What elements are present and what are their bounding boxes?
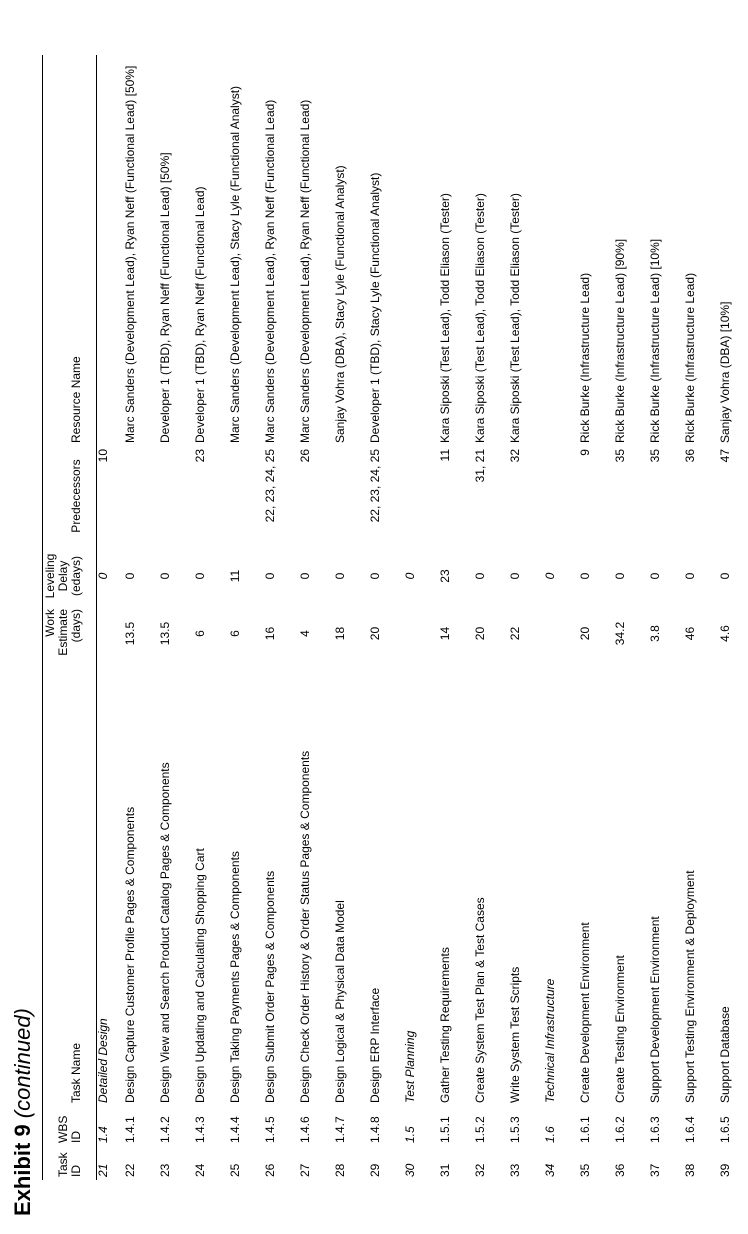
- leveling-delay-cell: 0: [613, 572, 627, 580]
- resource-name-cell: Marc Sanders (Development Lead), Stacy Lyle (Functional Analyst): [228, 85, 242, 443]
- leveling-delay-cell: 0: [683, 572, 697, 580]
- wbs-id-cell: 1.6: [543, 1126, 557, 1143]
- table-row: [369, 55, 404, 1180]
- resource-name-cell: [89, 55, 124, 446]
- task-id-cell: 21: [96, 1163, 110, 1177]
- task-id-cell: 31: [438, 1163, 452, 1177]
- work-estimate-cell: [544, 606, 579, 661]
- task-id-cell: 39: [718, 1163, 732, 1177]
- table-row: [684, 55, 719, 1180]
- task-id-cell: 28: [333, 1163, 347, 1177]
- work-estimate-cell: 6: [228, 630, 242, 637]
- resource-name-cell: Marc Sanders (Development Lead), Ryan Neff (Functional Lead): [263, 99, 277, 443]
- predecessors-cell: 26: [298, 449, 312, 463]
- col-header-leveling-delay: Leveling Delay (edays): [43, 553, 83, 599]
- resource-name-cell: Sanjay Vohra (DBA), Stacy Lyle (Functional Analyst): [333, 165, 347, 443]
- task-name-cell: Design Submit Order Pages & Components: [263, 870, 277, 1103]
- task-id-cell: 36: [613, 1163, 627, 1177]
- work-estimate-cell: 16: [263, 626, 277, 641]
- task-name-cell: Support Database: [718, 1006, 732, 1103]
- work-estimate-cell: 14: [438, 626, 452, 641]
- wbs-id-cell: 1.4.4: [228, 1116, 242, 1143]
- table-row: [159, 55, 194, 1180]
- leveling-delay-cell: 0: [263, 572, 277, 580]
- predecessors-cell: 36: [683, 449, 697, 463]
- wbs-id-cell: 1.4.1: [123, 1116, 137, 1143]
- leveling-delay-cell: 0: [718, 572, 732, 580]
- table-header-row: [44, 55, 89, 1180]
- predecessors-cell: 22, 23, 24, 25: [368, 449, 382, 523]
- wbs-id-cell: 1.4.3: [193, 1116, 207, 1143]
- resource-name-cell: [404, 55, 439, 446]
- task-id-cell: 35: [578, 1163, 592, 1177]
- table-row: [474, 55, 509, 1180]
- predecessors-cell: 32: [508, 449, 522, 463]
- leveling-delay-cell: 23: [438, 569, 452, 583]
- exhibit-title: [10, 1008, 36, 1216]
- leveling-delay-cell: 0: [368, 572, 382, 580]
- task-name-cell: Design Logical & Physical Data Model: [333, 900, 347, 1103]
- work-estimate-cell: 4.6: [718, 625, 732, 642]
- leveling-delay-cell: 0: [96, 572, 110, 580]
- task-id-cell: 33: [508, 1163, 522, 1177]
- work-estimate-cell: 20: [578, 626, 592, 641]
- task-name-cell: Support Development Environment: [648, 916, 662, 1103]
- resource-name-cell: Rick Burke (Infrastructure Lead): [683, 272, 697, 443]
- predecessors-cell: 10: [96, 449, 110, 463]
- wbs-id-cell: 1.4.2: [158, 1116, 172, 1143]
- work-estimate-cell: 13.5: [158, 621, 172, 646]
- task-name-cell: Create Development Environment: [578, 922, 592, 1103]
- task-name-cell: Design Capture Customer Profile Pages & Components: [123, 806, 137, 1103]
- table-row: [89, 55, 124, 1180]
- table-row: [334, 55, 369, 1180]
- table-row: [299, 55, 334, 1180]
- work-estimate-cell: 20: [368, 626, 382, 641]
- task-name-cell: Design Updating and Calculating Shopping Cart: [193, 848, 207, 1103]
- table-row: [544, 55, 579, 1180]
- wbs-id-cell: 1.5: [403, 1126, 417, 1143]
- task-id-cell: 30: [403, 1163, 417, 1177]
- leveling-delay-cell: 0: [508, 572, 522, 580]
- wbs-id-cell: 1.6.5: [718, 1116, 732, 1143]
- task-name-cell: Test Planning: [403, 1030, 417, 1103]
- resource-name-cell: Kara Siposki (Test Lead), Todd Eliason (Tester): [508, 193, 522, 443]
- wbs-id-cell: 1.5.3: [508, 1116, 522, 1143]
- table-row: [614, 55, 649, 1180]
- task-id-cell: 38: [683, 1163, 697, 1177]
- task-name-cell: Design View and Search Product Catalog Pages & Components: [158, 762, 172, 1103]
- leveling-delay-cell: 0: [298, 572, 312, 580]
- work-estimate-cell: 20: [473, 626, 487, 641]
- predecessors-cell: [229, 446, 264, 546]
- resource-name-cell: Developer 1 (TBD), Ryan Neff (Functional Lead) [50%]: [158, 152, 172, 443]
- predecessors-cell: 35: [613, 449, 627, 463]
- wbs-id-cell: 1.6.1: [578, 1116, 592, 1143]
- task-id-cell: 37: [648, 1163, 662, 1177]
- wbs-id-cell: 1.4.8: [368, 1116, 382, 1143]
- wbs-id-cell: 1.6.2: [613, 1116, 627, 1143]
- predecessors-cell: 31, 21: [473, 449, 487, 483]
- table-row: [439, 55, 474, 1180]
- task-name-cell: Detailed Design: [96, 1018, 110, 1103]
- task-name-cell: Technical Infrastructure: [543, 978, 557, 1103]
- task-id-cell: 29: [368, 1163, 382, 1177]
- resource-name-cell: Developer 1 (TBD), Stacy Lyle (Functional Analyst): [368, 172, 382, 443]
- col-header-predecessors: Predecessors: [69, 459, 83, 533]
- resource-name-cell: [544, 55, 579, 446]
- task-id-cell: 26: [263, 1163, 277, 1177]
- work-estimate-cell: 6: [193, 630, 207, 637]
- task-name-cell: Design ERP Interface: [368, 987, 382, 1103]
- table-row: [229, 55, 264, 1180]
- work-estimate-cell: [404, 606, 439, 661]
- resource-name-cell: Rick Burke (Infrastructure Lead): [578, 272, 592, 443]
- predecessors-cell: [544, 446, 579, 546]
- wbs-id-cell: 1.4.7: [333, 1116, 347, 1143]
- table-row: [264, 55, 299, 1180]
- task-id-cell: 24: [193, 1163, 207, 1177]
- predecessors-cell: 23: [193, 449, 207, 463]
- leveling-delay-cell: 0: [648, 572, 662, 580]
- task-id-cell: 32: [473, 1163, 487, 1177]
- work-estimate-cell: 22: [508, 626, 522, 641]
- predecessors-cell: [334, 446, 369, 546]
- task-id-cell: 23: [158, 1163, 172, 1177]
- task-id-cell: 34: [543, 1163, 557, 1177]
- predecessors-cell: [159, 446, 194, 546]
- predecessors-cell: [404, 446, 439, 546]
- task-name-cell: Design Taking Payments Pages & Components: [228, 851, 242, 1103]
- leveling-delay-cell: 0: [403, 572, 417, 580]
- table-row: [404, 55, 439, 1180]
- table-row: [649, 55, 684, 1180]
- resource-name-cell: Sanjay Vohra (DBA) [10%]: [718, 301, 732, 443]
- work-estimate-cell: 4: [298, 630, 312, 637]
- resource-name-cell: Developer 1 (TBD), Ryan Neff (Functional Lead): [193, 186, 207, 443]
- resource-name-cell: Rick Burke (Infrastructure Lead) [90%]: [613, 238, 627, 443]
- predecessors-cell: 9: [578, 449, 592, 456]
- work-estimate-cell: [89, 606, 124, 661]
- task-name-cell: Write System Test Scripts: [508, 966, 522, 1103]
- exhibit-title-suffix: (continued): [10, 1008, 35, 1119]
- predecessors-cell: [124, 446, 159, 546]
- task-table: [44, 55, 748, 1180]
- leveling-delay-cell: 0: [123, 572, 137, 580]
- work-estimate-cell: 13.5: [123, 621, 137, 646]
- col-header-work-estimate: Work Estimate (days): [43, 609, 83, 656]
- wbs-id-cell: 1.4: [96, 1126, 110, 1143]
- predecessors-cell: 35: [648, 449, 662, 463]
- wbs-id-cell: 1.6.4: [683, 1116, 697, 1143]
- wbs-id-cell: 1.5.2: [473, 1116, 487, 1143]
- predecessors-cell: 11: [438, 449, 452, 462]
- predecessors-cell: 22, 23, 24, 25: [263, 449, 277, 523]
- leveling-delay-cell: 0: [543, 572, 557, 580]
- work-estimate-cell: 46: [683, 626, 697, 641]
- wbs-id-cell: 1.6.3: [648, 1116, 662, 1143]
- work-estimate-cell: 18: [333, 626, 347, 641]
- col-header-task-id: Task ID: [56, 1152, 83, 1177]
- leveling-delay-cell: 0: [578, 572, 592, 580]
- wbs-id-cell: 1.4.6: [298, 1116, 312, 1143]
- task-name-cell: Design Check Order History & Order Status Pages & Components: [298, 750, 312, 1103]
- resource-name-cell: Kara Siposki (Test Lead), Todd Eliason (Tester): [473, 193, 487, 443]
- task-name-cell: Create Testing Environment: [613, 955, 627, 1103]
- work-estimate-cell: 34.2: [613, 621, 627, 646]
- task-name-cell: Support Testing Environment & Deployment: [683, 870, 697, 1103]
- task-id-cell: 27: [298, 1163, 312, 1177]
- table-row: [509, 55, 544, 1180]
- leveling-delay-cell: 11: [228, 569, 242, 583]
- leveling-delay-cell: 0: [158, 572, 172, 580]
- predecessors-cell: 47: [718, 449, 732, 463]
- col-header-resource-name: Resource Name: [69, 356, 83, 443]
- leveling-delay-cell: 0: [333, 572, 347, 580]
- task-name-cell: Gather Testing Requirements: [438, 947, 452, 1103]
- wbs-id-cell: 1.4.5: [263, 1116, 277, 1143]
- resource-name-cell: Rick Burke (Infrastructure Lead) [10%]: [648, 238, 662, 443]
- work-estimate-cell: 3.8: [648, 625, 662, 642]
- resource-name-cell: Kara Siposki (Test Lead), Todd Eliason (Tester): [438, 193, 452, 443]
- table-row: [194, 55, 229, 1180]
- table-row: [124, 55, 159, 1180]
- leveling-delay-cell: 0: [193, 572, 207, 580]
- resource-name-cell: Marc Sanders (Development Lead), Ryan Neff (Functional Lead) [50%]: [123, 65, 137, 443]
- col-header-task-name: Task Name: [69, 1042, 83, 1103]
- col-header-wbs-id: WBS ID: [56, 1115, 83, 1143]
- table-row: [579, 55, 614, 1180]
- table-row: [719, 55, 748, 1180]
- leveling-delay-cell: 0: [473, 572, 487, 580]
- task-id-cell: 25: [228, 1163, 242, 1177]
- wbs-id-cell: 1.5.1: [438, 1116, 452, 1143]
- task-id-cell: 22: [123, 1163, 137, 1177]
- task-name-cell: Create System Test Plan & Test Cases: [473, 897, 487, 1103]
- exhibit-title-prefix: Exhibit 9: [10, 1124, 35, 1216]
- resource-name-cell: Marc Sanders (Development Lead), Ryan Neff (Functional Lead): [298, 99, 312, 443]
